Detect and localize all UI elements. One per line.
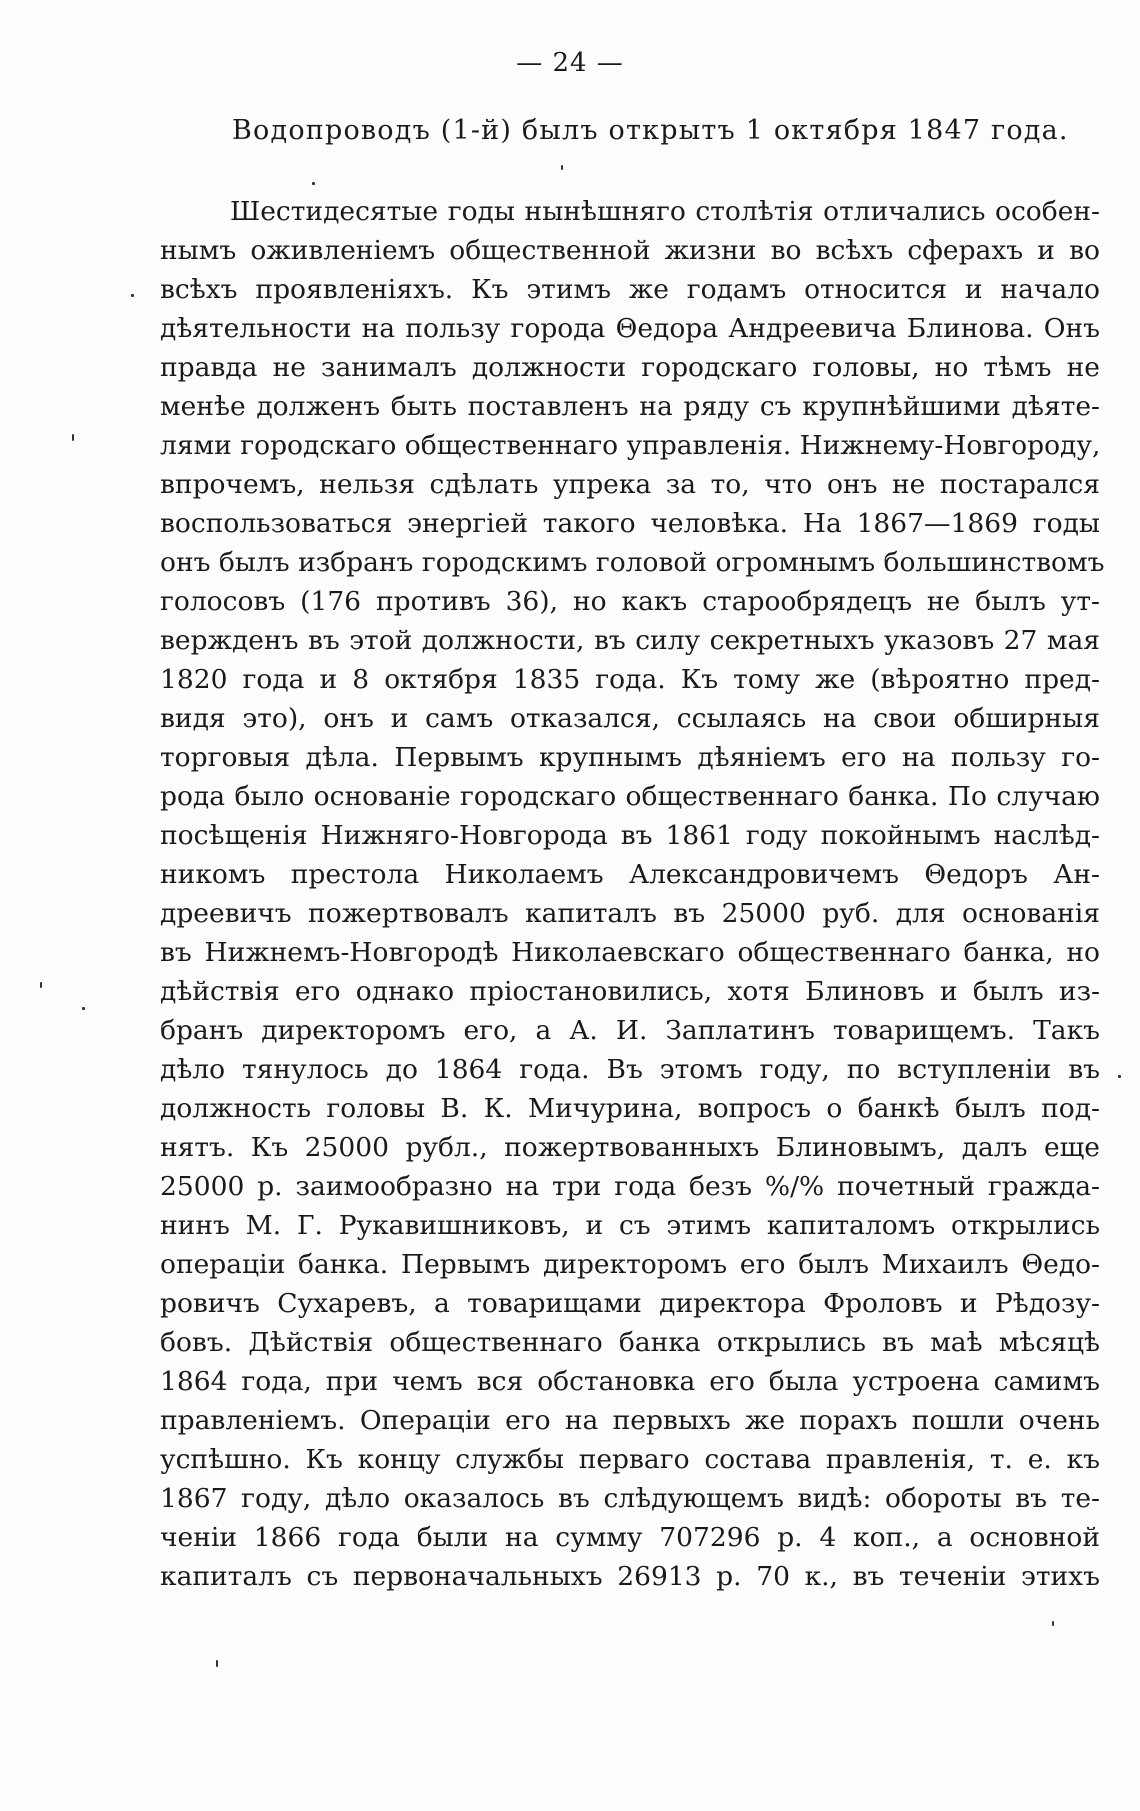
scan-speck: [72, 434, 74, 441]
text-line: всѣхъ проявленіяхъ. Къ этимъ же годамъ относится и начало: [160, 274, 1100, 305]
scan-speck: [561, 165, 563, 170]
scan-speck: [131, 294, 134, 297]
text-line: торговыя дѣла. Первымъ крупнымъ дѣяніемъ его на пользу го-: [160, 742, 1100, 773]
text-line: посѣщенія Нижняго-Новгорода въ 1861 году покойнымъ наслѣд-: [160, 820, 1100, 851]
text-line: видя это), онъ и самъ отказался, ссылаясь на свои обширныя: [160, 703, 1100, 734]
text-line: правда не занималъ должности городскаго головы, но тѣмъ не: [160, 352, 1100, 383]
text-line: должность головы В. К. Мичурина, вопросъ о банкѣ былъ под-: [160, 1093, 1100, 1124]
intro-sentence: Водопроводъ (1-й) былъ открытъ 1 октября 1847 года.: [232, 115, 1069, 146]
text-line: воспользоваться энергіей такого человѣка. На 1867—1869 годы: [160, 508, 1100, 539]
page-number: — 24 —: [516, 48, 624, 78]
text-line: ровичъ Сухаревъ, а товарищами директора Фроловъ и Рѣдозу-: [160, 1288, 1100, 1319]
text-line: менѣе долженъ быть поставленъ на ряду съ крупнѣйшими дѣяте-: [160, 391, 1100, 422]
text-line: лями городскаго общественнаго управленія. Нижнему-Новгороду,: [160, 430, 1101, 461]
body-paragraph: [160, 192, 1105, 1596]
text-line: дѣйствія его однако пріостановились, хотя Блиновъ и былъ из-: [160, 976, 1100, 1007]
scan-speck: [1118, 1075, 1121, 1078]
text-line: дреевичъ пожертвовалъ капиталъ въ 25000 руб. для основанія: [160, 898, 1100, 929]
scan-speck: [82, 1007, 85, 1010]
text-line: правленіемъ. Операціи его на первыхъ же порахъ пошли очень: [160, 1405, 1100, 1436]
text-line: нинъ М. Г. Рукавишниковъ, и съ этимъ капиталомъ открылись: [160, 1210, 1100, 1241]
text-line: бовъ. Дѣйствія общественнаго банка открылись въ маѣ мѣсяцѣ: [160, 1327, 1100, 1358]
text-line: 25000 р. заимообразно на три года безъ %/% почетный гражда-: [160, 1171, 1100, 1202]
scan-speck: [312, 182, 315, 185]
text-line: бранъ директоромъ его, а А. И. Заплатинъ товарищемъ. Такъ: [160, 1015, 1100, 1046]
text-line: никомъ престола Николаемъ Александровичемъ Θедоръ Ан-: [160, 859, 1100, 890]
text-line: дѣло тянулось до 1864 года. Въ этомъ году, по вступленіи въ: [160, 1054, 1100, 1085]
text-line: вержденъ въ этой должности, въ силу секретныхъ указовъ 27 мая: [160, 625, 1100, 656]
text-line: Шестидесятые годы нынѣшняго столѣтія отличались особен-: [230, 196, 1100, 227]
text-line: голосовъ (176 противъ 36), но какъ старообрядецъ не былъ ут-: [160, 586, 1100, 617]
text-line: дѣятельности на пользу города Θедора Андреевича Блинова. Онъ: [160, 313, 1100, 344]
text-line: впрочемъ, нельзя сдѣлать упрека за то, что онъ не постарался: [160, 469, 1100, 500]
text-line: ченіи 1866 года были на сумму 707296 р. 4 коп., а основной: [160, 1522, 1100, 1553]
text-line: 1820 года и 8 октября 1835 года. Къ тому же (вѣроятно пред-: [160, 664, 1100, 695]
text-line: въ Нижнемъ-Новгородѣ Николаевскаго общественнаго банка, но: [160, 937, 1100, 968]
text-line: 1864 года, при чемъ вся обстановка его была устроена самимъ: [160, 1366, 1100, 1397]
text-line: нятъ. Къ 25000 рубл., пожертвованныхъ Блиновымъ, далъ еще: [160, 1132, 1100, 1163]
text-line: успѣшно. Къ концу службы перваго состава правленія, т. е. къ: [160, 1444, 1100, 1475]
text-line: нымъ оживленіемъ общественной жизни во всѣхъ сферахъ и во: [160, 235, 1100, 266]
scan-speck: [1052, 1621, 1054, 1626]
text-line: капиталъ съ первоначальныхъ 26913 р. 70 к., въ теченіи этихъ: [160, 1561, 1100, 1592]
scan-speck: [216, 1660, 218, 1667]
text-line: операціи банка. Первымъ директоромъ его былъ Михаилъ Θедо-: [160, 1249, 1100, 1280]
text-line: рода было основаніе городскаго общественнаго банка. По случаю: [160, 781, 1100, 812]
scan-speck: [40, 982, 42, 988]
text-line: 1867 году, дѣло оказалось въ слѣдующемъ видѣ: обороты въ те-: [160, 1483, 1100, 1514]
text-line: онъ былъ избранъ городскимъ головой огромнымъ большинствомъ: [160, 547, 1105, 578]
